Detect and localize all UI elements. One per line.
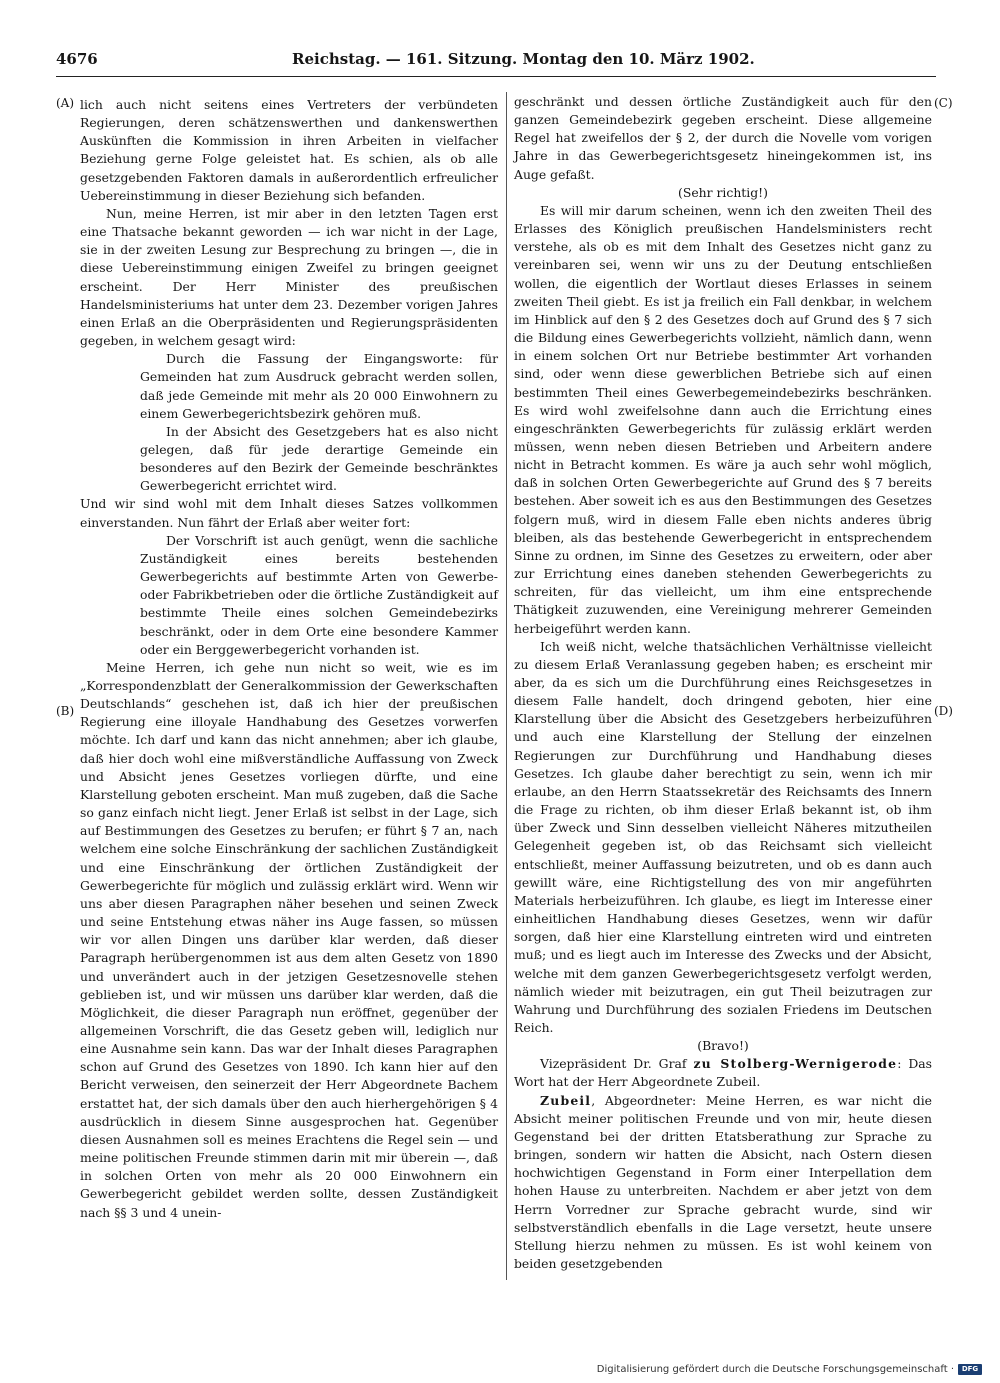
quotation: Der Vorschrift ist auch genügt, wenn die sachliche Zuständigkeit eines bereits bestehenden Gewerbegerichts auf bestimmte Arten von Gewerbe- oder Fabrikbetrieben oder die örtliche Zuständigkeit auf bestimmte Theile eines solchen Gemeindebezirks beschränkt, oder in dem Orte eine besondere Kammer oder ein Berggewerbegericht vorhanden ist.: [140, 532, 498, 657]
speaker-name: zu Stolberg-Wernigerode: [693, 1056, 898, 1072]
quotation: In der Absicht des Gesetzgebers hat es also nicht gelegen, daß für jede derartige Gemeinde ein besonderes auf den Bezirk der Gemeinde beschränktes Gewerbegericht errichtet wird.: [140, 423, 498, 494]
dfg-logo: DFG: [958, 1364, 982, 1375]
speaker-name: Zubeil: [540, 1092, 592, 1108]
running-title: Reichstag. — 161. Sitzung. Montag den 10. März 1902.: [292, 50, 755, 68]
margin-marker-a: (A): [56, 96, 75, 110]
right-column: [514, 93, 932, 1273]
paragraph: geschränkt und dessen örtliche Zuständigkeit auch für den ganzen Gemeindebezirk gegeben erscheint. Diese allgemeine Regel hat zweifellos der § 2, der durch die Novelle vom vorigen Jahre in das Gewerbegerichtsgesetz hineingekommen ist, ins Auge gefaßt.: [514, 94, 932, 182]
reaction: (Sehr richtig!): [678, 184, 768, 200]
paragraph: Und wir sind wohl mit dem Inhalt dieses Satzes vollkommen einverstanden. Nun fährt der Erlaß aber weiter fort:: [80, 496, 498, 530]
paragraph: lich auch nicht seitens eines Vertreters der verbündeten Regierungen, deren schätzenswerthen und dankenswerthen Auskünften die Kommission in ihren Arbeiten in vielfacher Beziehung gerne Folge geleistet hat. Es schien, als ob alle gesetzgebenden Faktoren damals in außerordentlich erfreulicher Uebereinstimmung in dieser Beziehung sich befanden.: [80, 97, 498, 203]
footer-text: Digitalisierung gefördert durch die Deutsche Forschungsgemeinschaft ·: [596, 1364, 954, 1375]
digitization-footer: [597, 1364, 982, 1375]
header-rule: [56, 76, 936, 77]
paragraph: Es will mir darum scheinen, wenn ich den zweiten Theil des Erlasses des Königlich preußischen Handelsministers recht verstehe, als ob es mit dem Inhalt des Gesetzes nicht ganz zu vereinbaren sei, wenn wir uns zu der Deutung entschließen wollen, die eigentlich der Wortlaut dieses Erlasses in seinem zweiten Theil giebt. Es ist ja freilich ein Fall denkbar, in welchem im Hinblick auf den § 2 des Gesetzes doch auf Grund des § 7 sich die Bildung eines Gewerbegerichts vollzieht, nämlich dann, wenn in einem solchen Ort nur Betriebe bestimmter Art vorhanden sind, oder wenn diese gewerblichen Betriebe sich auf einen bestimmten Theil eines Gewerbegemeindebezirks beschränken. Es wird wohl zweifelsohne dann auch die Errichtung eines eingeschränkten Gewerbegerichts für zulässig erklärt werden müssen, wenn neben diesen Betrieben und Arbeitern andere nicht in Betracht kommen. Es wäre ja auch sehr wohl möglich, daß in solchen Orten Gewerbegerichte auf Grund des § 7 bereits bestehen. Aber soweit ich es aus den Bestimmungen des Gesetzes folgern muß, wird in diesem Falle eben nichts anderes übrig bleiben, als das bestehende Gewerbegericht in entsprechendem Sinne zu ordnen, im Sinne des Gesetzes zu erweitern, oder aber zur Errichtung eines daneben stehenden Gewerbegerichts zu schreiten, für das vielleicht, um ihm eine entsprechende Thätigkeit zuzuwenden, eine Vereinigung mehrerer Gemeinden herbeigeführt werden kann.: [514, 202, 932, 636]
left-column: [80, 96, 498, 1222]
paragraph: Nun, meine Herren, ist mir aber in den letzten Tagen erst eine Thatsache bekannt geworden — ich war nicht in der Lage, sie in der zweiten Lesung zur Besprechung zu bringen —, die in diese Uebereinstimmung einigen Zweifel zu bringen geeignet erscheint. Der Herr Minister des preußischen Handelsministeriums hat unter dem 23. Dezember vorigen Jahres einen Erlaß an die Oberpräsidenten und Regierungspräsidenten gegeben, in welchem gesagt wird:: [80, 205, 498, 349]
speaker-paragraph: [514, 1055, 932, 1091]
margin-marker-d: (D): [934, 704, 953, 718]
speaker-text: : Das Wort hat der Herr Abgeordnete Zubeil.: [514, 1056, 932, 1090]
column-divider: [506, 92, 507, 1280]
page-header: [56, 50, 936, 70]
paragraph: Meine Herren, ich gehe nun nicht so weit, wie es im „Korrespondenzblatt der Generalkommission der Gewerkschaften Deutschlands“ geschehen ist, daß ich hier der preußischen Regierung eine illoyale Handhabung des Gesetzes vorwerfen möchte. Ich darf und kann das nicht annehmen; aber ich glaube, daß hier doch wohl eine mißverständliche Auffassung von Zweck und Absicht jenes Gesetzes vorliegen dürfte, und eine Klarstellung geboten erscheint. Man muß zugeben, daß die Sache so ganz einfach nicht liegt. Jener Erlaß ist selbst in der Lage, sich auf Bestimmungen des Gesetzes zu berufen; er führt § 7 an, nach welchem eine solche Einschränkung der sachlichen Zuständigkeit und eine Einschränkung der örtlichen Zuständigkeit der Gewerbegerichte für möglich und zulässig erklärt wird. Wenn wir uns aber diesen Paragraphen näher besehen und seinen Zweck und seine Entstehung etwas näher ins Auge fassen, so müssen wir vor allen Dingen uns darüber klar werden, daß dieser Paragraph herübergenommen ist aus dem alten Gesetz von 1890 und unverändert auch in der jetzigen Gesetzesnovelle stehen geblieben ist, und wir müssen uns darüber klar werden, daß die Möglichkeit, die dieser Paragraph nun eröffnet, gegenüber der allgemeinen Vorschrift, die das Gesetz geben will, lediglich nur eine Ausnahme sein kann. Das war der Inhalt dieses Paragraphen schon auf Grund des Gesetzes von 1890. Ich kann hier auf den Bericht verweisen, den seinerzeit der Herr Abgeordnete Bachem erstattet hat, der sich damals über den auch hierhergehörigen § 4 ausdrücklich in diesem Sinne ausgesprochen hat. Gegenüber diesen Ausnahmen soll es meines Erachtens die Regel sein — und meine politischen Freunde stimmen darin mit mir überein —, daß in solchen Orten von mehr als 20 000 Einwohnern ein Gewerbegericht gebildet werden sollte, dessen Zuständigkeit nach §§ 3 und 4 unein-: [80, 659, 498, 1220]
reaction: (Bravo!): [697, 1038, 749, 1054]
speaker-paragraph: [514, 1092, 932, 1274]
quotation: Durch die Fassung der Eingangsworte: für Gemeinden hat zum Ausdruck gebracht werden sollen, daß jede Gemeinde mit mehr als 20 000 Einwohnern zu einem Gewerbegerichtsbezirk gehören muß.: [140, 351, 498, 421]
paragraph: Ich weiß nicht, welche thatsächlichen Verhältnisse vielleicht zu diesem Erlaß Veranlassung gegeben haben; es erscheint mir aber, da es sich um die Durchführung eines Reichsgesetzes in diesem Falle handelt, doch dringend geboten, hier eine Klarstellung über die Absicht des Gesetzgebers herbeizuführen und auch eine Klarstellung der Stellung der einzelnen Regierungen zur Durchführung und Handhabung dieses Gesetzes. Ich glaube daher berechtigt zu sein, wenn ich mir erlaube, an den Herrn Staatssekretär des Reichsamts des Innern die Frage zu richten, ob ihm dieser Erlaß bekannt ist, ob ihm über Zweck und Sinn desselben vielleicht Näheres mitzutheilen Gelegenheit gegeben ist, ob das Reichsamt sich vielleicht entschließt, meiner Auffassung beizutreten, und ob es dann auch gewillt wäre, eine Richtigstellung des von mir angeführten Materials herbeizuführen. Ich glaube, es liegt im Interesse einer einheitlichen Handhabung dieses Gesetzes, wenn wir dafür sorgen, daß hier eine Klarstellung eintreten wird und eintreten muß; und es liegt auch im Interesse des Zwecks und der Absicht, welche mit dem ganzen Gewerbegerichtsgesetz verfolgt werden, nämlich wieder mit beizutragen, ein gut Theil beizutragen zur Wahrung und Durchführung des sozialen Friedens im Deutschen Reich.: [514, 638, 932, 1035]
page-number: 4676: [56, 50, 98, 68]
speaker-text: , Abgeordneter: Meine Herren, es war nicht die Absicht meiner politischen Freunde und von mir, heute diesen Gegenstand bei der dritten Etatsberathung zur Sprache zu bringen, sondern wir hatten die Absicht, nach Ostern diesen hochwichtigen Gegenstand in Form einer Interpellation dem hohen Hause zu unterbreiten. Nachdem er aber jetzt von dem Herrn Vorredner zur Sprache gebracht wurde, sind wir selbstverständlich ebenfalls in die Lage versetzt, heute unsere Stellung hierzu nehmen zu müssen. Es ist wohl keinem von beiden gesetzgebenden: [514, 1092, 932, 1271]
margin-marker-b: (B): [56, 704, 75, 718]
speaker-role: Vizepräsident Dr. Graf: [540, 1056, 694, 1072]
margin-marker-c: (C): [934, 96, 953, 110]
